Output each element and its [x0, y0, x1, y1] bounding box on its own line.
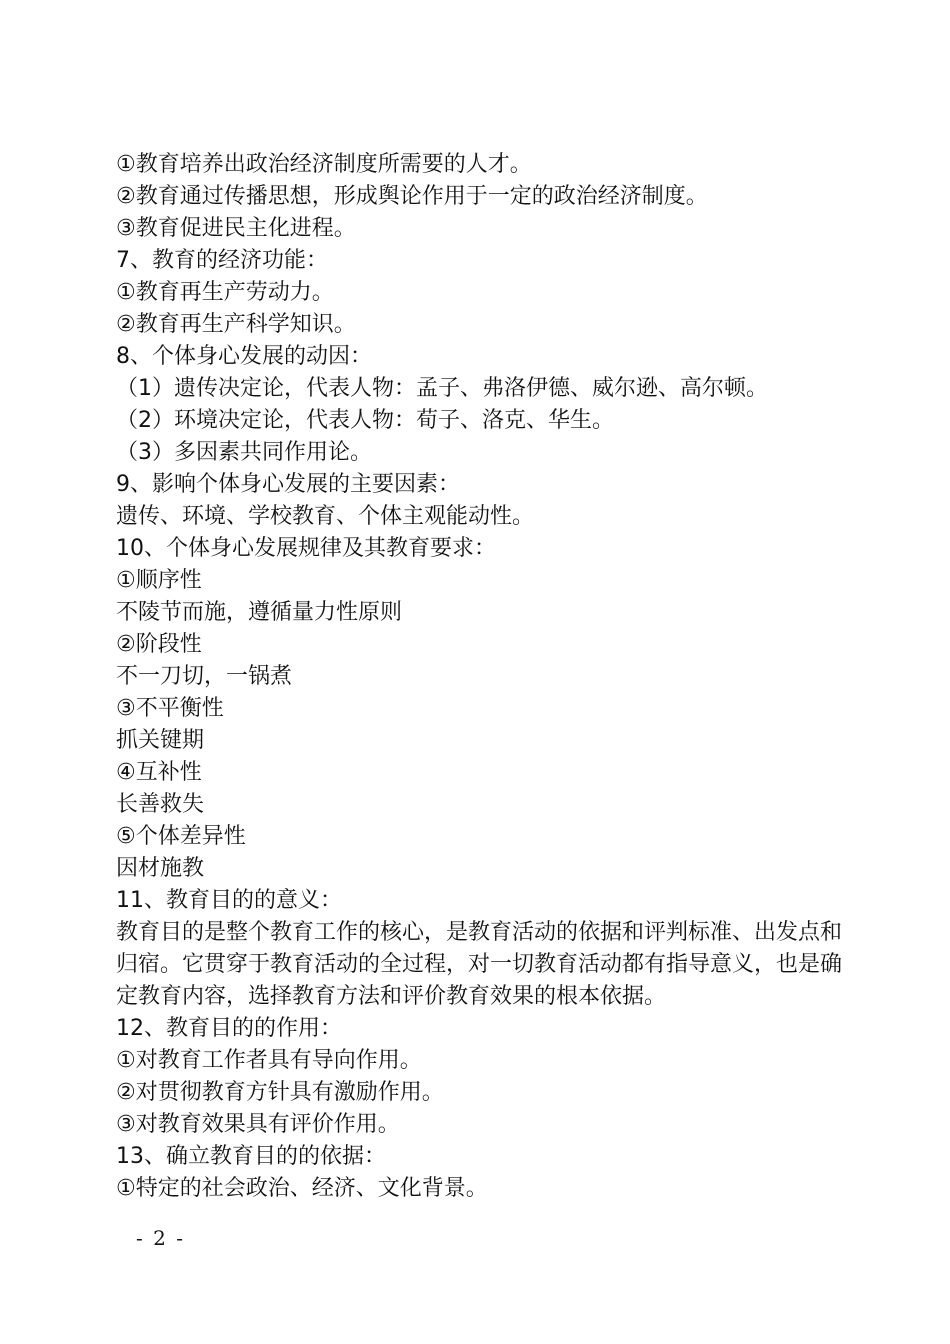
text-line: 不一刀切，一锅煮	[116, 664, 293, 689]
text-line: ③不平衡性	[116, 696, 224, 721]
section-heading: 10、个体身心发展规律及其教育要求：	[116, 536, 496, 561]
section-heading: 13、确立教育目的的依据：	[116, 1144, 386, 1169]
text-line: ②教育通过传播思想，形成舆论作用于一定的政治经济制度。	[116, 184, 708, 209]
text-line: 因材施教	[116, 856, 205, 881]
text-line: 抓关键期	[116, 728, 205, 753]
text-line: ①对教育工作者具有导向作用。	[116, 1048, 422, 1073]
text-line: ⑤个体差异性	[116, 824, 246, 849]
section-heading: 9、影响个体身心发展的主要因素：	[116, 472, 460, 497]
text-line: ①特定的社会政治、经济、文化背景。	[116, 1176, 488, 1201]
text-line: 不陵节而施，遵循量力性原则	[116, 600, 403, 625]
text-line: （2）环境决定论，代表人物：荀子、洛克、华生。	[116, 408, 614, 433]
section-heading: 7、教育的经济功能：	[116, 248, 328, 273]
text-line: ①顺序性	[116, 568, 202, 593]
section-heading: 8、个体身心发展的动因：	[116, 344, 372, 369]
text-line: ③教育促进民主化进程。	[116, 216, 356, 241]
text-line: ③对教育效果具有评价作用。	[116, 1112, 400, 1137]
text-line: （1）遗传决定论，代表人物：孟子、弗洛伊德、威尔逊、高尔顿。	[116, 376, 768, 401]
body-paragraph: 教育目的是整个教育工作的核心，是教育活动的依据和评判标准、出发点和归宿。它贯穿于教育活动的全过程，对一切教育活动都有指导意义，也是确定教育内容，选择教育方法和评价教育效果的根本依据。	[116, 920, 843, 1009]
text-line: 遗传、环境、学校教育、个体主观能动性。	[116, 504, 535, 529]
text-line: （3）多因素共同作用论。	[116, 440, 372, 465]
text-line: ④互补性	[116, 760, 202, 785]
text-line: ①教育再生产劳动力。	[116, 280, 334, 305]
section-heading: 11、教育目的的意义：	[116, 888, 342, 913]
text-line: ①教育培养出政治经济制度所需要的人才。	[116, 152, 532, 177]
text-line: ②对贯彻教育方针具有激励作用。	[116, 1080, 444, 1105]
document-body	[116, 149, 846, 1205]
text-line: ②阶段性	[116, 632, 202, 657]
text-line: 长善救失	[116, 792, 205, 817]
section-heading: 12、教育目的的作用：	[116, 1016, 342, 1041]
text-line: ②教育再生产科学知识。	[116, 312, 356, 337]
page-number: - 2 -	[136, 1226, 185, 1250]
